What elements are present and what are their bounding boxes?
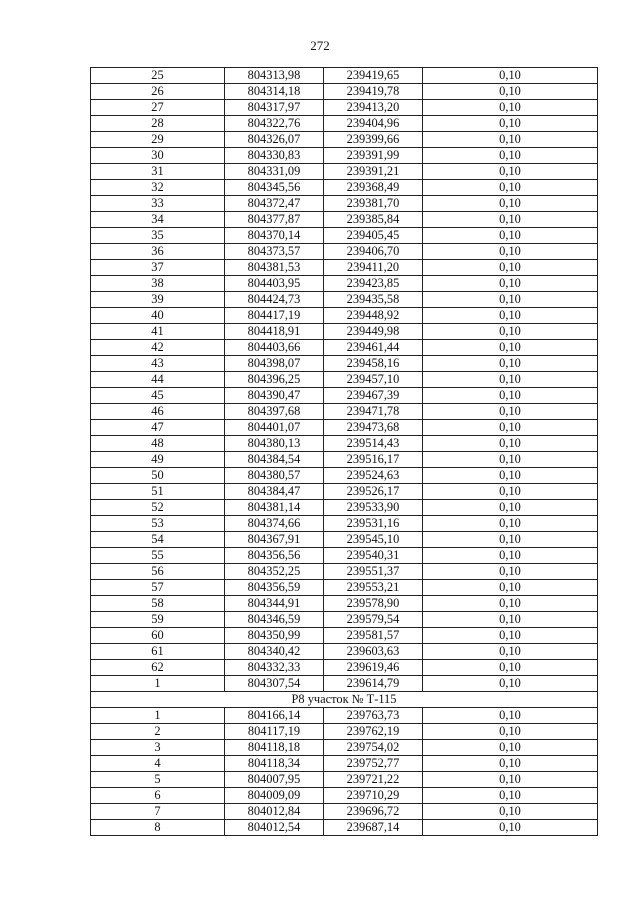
coordinates-table xyxy=(90,67,598,836)
value-cell: 0,10 xyxy=(423,164,598,180)
value-cell: 0,10 xyxy=(423,148,598,164)
value-cell: 0,10 xyxy=(423,788,598,804)
y-coordinate-cell: 239614,79 xyxy=(324,676,423,692)
table-row xyxy=(91,100,598,116)
value-cell: 0,10 xyxy=(423,612,598,628)
point-number-cell: 25 xyxy=(91,68,225,84)
x-coordinate-cell: 804374,66 xyxy=(225,516,324,532)
x-coordinate-cell: 804373,57 xyxy=(225,244,324,260)
value-cell: 0,10 xyxy=(423,500,598,516)
value-cell: 0,10 xyxy=(423,468,598,484)
y-coordinate-cell: 239603,63 xyxy=(324,644,423,660)
page-number: 272 xyxy=(310,38,330,53)
y-coordinate-cell: 239721,22 xyxy=(324,772,423,788)
y-coordinate-cell: 239385,84 xyxy=(324,212,423,228)
y-coordinate-cell: 239406,70 xyxy=(324,244,423,260)
x-coordinate-cell: 804401,07 xyxy=(225,420,324,436)
table-row xyxy=(91,340,598,356)
table-row xyxy=(91,628,598,644)
y-coordinate-cell: 239540,31 xyxy=(324,548,423,564)
value-cell: 0,10 xyxy=(423,580,598,596)
value-cell: 0,10 xyxy=(423,180,598,196)
point-number-cell: 5 xyxy=(91,772,225,788)
x-coordinate-cell: 804381,14 xyxy=(225,500,324,516)
table-row xyxy=(91,596,598,612)
x-coordinate-cell: 804117,19 xyxy=(225,724,324,740)
value-cell: 0,10 xyxy=(423,388,598,404)
x-coordinate-cell: 804344,91 xyxy=(225,596,324,612)
point-number-cell: 34 xyxy=(91,212,225,228)
point-number-cell: 59 xyxy=(91,612,225,628)
y-coordinate-cell: 239551,37 xyxy=(324,564,423,580)
table-row xyxy=(91,564,598,580)
point-number-cell: 36 xyxy=(91,244,225,260)
x-coordinate-cell: 804007,95 xyxy=(225,772,324,788)
x-coordinate-cell: 804166,14 xyxy=(225,708,324,724)
point-number-cell: 51 xyxy=(91,484,225,500)
table-row xyxy=(91,516,598,532)
y-coordinate-cell: 239533,90 xyxy=(324,500,423,516)
x-coordinate-cell: 804396,25 xyxy=(225,372,324,388)
point-number-cell: 2 xyxy=(91,724,225,740)
table-row xyxy=(91,292,598,308)
table-row xyxy=(91,212,598,228)
value-cell: 0,10 xyxy=(423,532,598,548)
table-row xyxy=(91,468,598,484)
y-coordinate-cell: 239514,43 xyxy=(324,436,423,452)
x-coordinate-cell: 804332,33 xyxy=(225,660,324,676)
x-coordinate-cell: 804418,91 xyxy=(225,324,324,340)
table-row xyxy=(91,388,598,404)
y-coordinate-cell: 239381,70 xyxy=(324,196,423,212)
x-coordinate-cell: 804118,34 xyxy=(225,756,324,772)
value-cell: 0,10 xyxy=(423,708,598,724)
value-cell: 0,10 xyxy=(423,68,598,84)
point-number-cell: 29 xyxy=(91,132,225,148)
point-number-cell: 46 xyxy=(91,404,225,420)
y-coordinate-cell: 239763,73 xyxy=(324,708,423,724)
table-row xyxy=(91,500,598,516)
value-cell: 0,10 xyxy=(423,436,598,452)
x-coordinate-cell: 804118,18 xyxy=(225,740,324,756)
y-coordinate-cell: 239524,63 xyxy=(324,468,423,484)
x-coordinate-cell: 804384,47 xyxy=(225,484,324,500)
y-coordinate-cell: 239457,10 xyxy=(324,372,423,388)
x-coordinate-cell: 804330,83 xyxy=(225,148,324,164)
x-coordinate-cell: 804346,59 xyxy=(225,612,324,628)
table-row xyxy=(91,644,598,660)
point-number-cell: 30 xyxy=(91,148,225,164)
x-coordinate-cell: 804012,54 xyxy=(225,820,324,836)
point-number-cell: 57 xyxy=(91,580,225,596)
value-cell: 0,10 xyxy=(423,292,598,308)
table-row xyxy=(91,132,598,148)
table-row xyxy=(91,580,598,596)
value-cell: 0,10 xyxy=(423,420,598,436)
x-coordinate-cell: 804372,47 xyxy=(225,196,324,212)
y-coordinate-cell: 239531,16 xyxy=(324,516,423,532)
y-coordinate-cell: 239687,14 xyxy=(324,820,423,836)
x-coordinate-cell: 804380,13 xyxy=(225,436,324,452)
point-number-cell: 8 xyxy=(91,820,225,836)
value-cell: 0,10 xyxy=(423,404,598,420)
point-number-cell: 61 xyxy=(91,644,225,660)
section-heading-row xyxy=(91,692,598,708)
x-coordinate-cell: 804381,53 xyxy=(225,260,324,276)
table-row xyxy=(91,436,598,452)
point-number-cell: 43 xyxy=(91,356,225,372)
table-row xyxy=(91,84,598,100)
x-coordinate-cell: 804352,25 xyxy=(225,564,324,580)
value-cell: 0,10 xyxy=(423,596,598,612)
point-number-cell: 35 xyxy=(91,228,225,244)
coordinates-table-body xyxy=(91,68,598,836)
y-coordinate-cell: 239435,58 xyxy=(324,292,423,308)
x-coordinate-cell: 804331,09 xyxy=(225,164,324,180)
point-number-cell: 56 xyxy=(91,564,225,580)
point-number-cell: 3 xyxy=(91,740,225,756)
table-row xyxy=(91,308,598,324)
y-coordinate-cell: 239461,44 xyxy=(324,340,423,356)
table-row xyxy=(91,244,598,260)
point-number-cell: 1 xyxy=(91,676,225,692)
y-coordinate-cell: 239405,45 xyxy=(324,228,423,244)
y-coordinate-cell: 239458,16 xyxy=(324,356,423,372)
value-cell: 0,10 xyxy=(423,756,598,772)
point-number-cell: 41 xyxy=(91,324,225,340)
y-coordinate-cell: 239578,90 xyxy=(324,596,423,612)
value-cell: 0,10 xyxy=(423,452,598,468)
value-cell: 0,10 xyxy=(423,724,598,740)
x-coordinate-cell: 804390,47 xyxy=(225,388,324,404)
y-coordinate-cell: 239391,21 xyxy=(324,164,423,180)
table-row xyxy=(91,420,598,436)
table-row xyxy=(91,116,598,132)
table-row xyxy=(91,452,598,468)
value-cell: 0,10 xyxy=(423,740,598,756)
y-coordinate-cell: 239449,98 xyxy=(324,324,423,340)
table-row xyxy=(91,820,598,836)
x-coordinate-cell: 804398,07 xyxy=(225,356,324,372)
x-coordinate-cell: 804313,98 xyxy=(225,68,324,84)
table-row xyxy=(91,548,598,564)
y-coordinate-cell: 239526,17 xyxy=(324,484,423,500)
x-coordinate-cell: 804340,42 xyxy=(225,644,324,660)
x-coordinate-cell: 804397,68 xyxy=(225,404,324,420)
point-number-cell: 62 xyxy=(91,660,225,676)
x-coordinate-cell: 804403,95 xyxy=(225,276,324,292)
value-cell: 0,10 xyxy=(423,628,598,644)
y-coordinate-cell: 239404,96 xyxy=(324,116,423,132)
table-row xyxy=(91,148,598,164)
value-cell: 0,10 xyxy=(423,516,598,532)
table-row xyxy=(91,372,598,388)
x-coordinate-cell: 804009,09 xyxy=(225,788,324,804)
x-coordinate-cell: 804356,59 xyxy=(225,580,324,596)
point-number-cell: 33 xyxy=(91,196,225,212)
value-cell: 0,10 xyxy=(423,820,598,836)
point-number-cell: 40 xyxy=(91,308,225,324)
point-number-cell: 32 xyxy=(91,180,225,196)
x-coordinate-cell: 804350,99 xyxy=(225,628,324,644)
y-coordinate-cell: 239471,78 xyxy=(324,404,423,420)
value-cell: 0,10 xyxy=(423,564,598,580)
value-cell: 0,10 xyxy=(423,644,598,660)
table-row xyxy=(91,804,598,820)
table-row xyxy=(91,676,598,692)
y-coordinate-cell: 239752,77 xyxy=(324,756,423,772)
y-coordinate-cell: 239473,68 xyxy=(324,420,423,436)
value-cell: 0,10 xyxy=(423,196,598,212)
y-coordinate-cell: 239545,10 xyxy=(324,532,423,548)
value-cell: 0,10 xyxy=(423,484,598,500)
table-row xyxy=(91,68,598,84)
value-cell: 0,10 xyxy=(423,212,598,228)
y-coordinate-cell: 239710,29 xyxy=(324,788,423,804)
point-number-cell: 55 xyxy=(91,548,225,564)
value-cell: 0,10 xyxy=(423,772,598,788)
table-row xyxy=(91,788,598,804)
value-cell: 0,10 xyxy=(423,116,598,132)
table-row xyxy=(91,260,598,276)
point-number-cell: 53 xyxy=(91,516,225,532)
y-coordinate-cell: 239619,46 xyxy=(324,660,423,676)
point-number-cell: 31 xyxy=(91,164,225,180)
point-number-cell: 7 xyxy=(91,804,225,820)
point-number-cell: 45 xyxy=(91,388,225,404)
y-coordinate-cell: 239419,65 xyxy=(324,68,423,84)
x-coordinate-cell: 804417,19 xyxy=(225,308,324,324)
y-coordinate-cell: 239553,21 xyxy=(324,580,423,596)
point-number-cell: 49 xyxy=(91,452,225,468)
point-number-cell: 38 xyxy=(91,276,225,292)
y-coordinate-cell: 239368,49 xyxy=(324,180,423,196)
x-coordinate-cell: 804345,56 xyxy=(225,180,324,196)
y-coordinate-cell: 239696,72 xyxy=(324,804,423,820)
value-cell: 0,10 xyxy=(423,100,598,116)
y-coordinate-cell: 239579,54 xyxy=(324,612,423,628)
x-coordinate-cell: 804380,57 xyxy=(225,468,324,484)
value-cell: 0,10 xyxy=(423,676,598,692)
x-coordinate-cell: 804322,76 xyxy=(225,116,324,132)
x-coordinate-cell: 804307,54 xyxy=(225,676,324,692)
value-cell: 0,10 xyxy=(423,244,598,260)
x-coordinate-cell: 804314,18 xyxy=(225,84,324,100)
point-number-cell: 44 xyxy=(91,372,225,388)
y-coordinate-cell: 239419,78 xyxy=(324,84,423,100)
table-row xyxy=(91,660,598,676)
y-coordinate-cell: 239581,57 xyxy=(324,628,423,644)
x-coordinate-cell: 804326,07 xyxy=(225,132,324,148)
point-number-cell: 6 xyxy=(91,788,225,804)
point-number-cell: 42 xyxy=(91,340,225,356)
x-coordinate-cell: 804356,56 xyxy=(225,548,324,564)
value-cell: 0,10 xyxy=(423,308,598,324)
table-row xyxy=(91,772,598,788)
value-cell: 0,10 xyxy=(423,276,598,292)
x-coordinate-cell: 804012,84 xyxy=(225,804,324,820)
table-row xyxy=(91,724,598,740)
point-number-cell: 60 xyxy=(91,628,225,644)
table-row xyxy=(91,740,598,756)
y-coordinate-cell: 239516,17 xyxy=(324,452,423,468)
point-number-cell: 52 xyxy=(91,500,225,516)
y-coordinate-cell: 239754,02 xyxy=(324,740,423,756)
point-number-cell: 39 xyxy=(91,292,225,308)
x-coordinate-cell: 804367,91 xyxy=(225,532,324,548)
table-row xyxy=(91,228,598,244)
y-coordinate-cell: 239762,19 xyxy=(324,724,423,740)
table-row xyxy=(91,612,598,628)
x-coordinate-cell: 804317,97 xyxy=(225,100,324,116)
value-cell: 0,10 xyxy=(423,260,598,276)
value-cell: 0,10 xyxy=(423,548,598,564)
table-row xyxy=(91,356,598,372)
point-number-cell: 50 xyxy=(91,468,225,484)
point-number-cell: 27 xyxy=(91,100,225,116)
x-coordinate-cell: 804403,66 xyxy=(225,340,324,356)
point-number-cell: 26 xyxy=(91,84,225,100)
x-coordinate-cell: 804370,14 xyxy=(225,228,324,244)
table-row xyxy=(91,276,598,292)
x-coordinate-cell: 804424,73 xyxy=(225,292,324,308)
value-cell: 0,10 xyxy=(423,340,598,356)
y-coordinate-cell: 239467,39 xyxy=(324,388,423,404)
y-coordinate-cell: 239399,66 xyxy=(324,132,423,148)
table-row xyxy=(91,708,598,724)
section-heading: Р8 участок № Т-115 xyxy=(91,692,598,708)
y-coordinate-cell: 239391,99 xyxy=(324,148,423,164)
point-number-cell: 4 xyxy=(91,756,225,772)
point-number-cell: 37 xyxy=(91,260,225,276)
table-row xyxy=(91,164,598,180)
table-row xyxy=(91,756,598,772)
value-cell: 0,10 xyxy=(423,660,598,676)
table-row xyxy=(91,532,598,548)
table-row xyxy=(91,484,598,500)
value-cell: 0,10 xyxy=(423,228,598,244)
y-coordinate-cell: 239413,20 xyxy=(324,100,423,116)
table-row xyxy=(91,196,598,212)
x-coordinate-cell: 804384,54 xyxy=(225,452,324,468)
value-cell: 0,10 xyxy=(423,372,598,388)
x-coordinate-cell: 804377,87 xyxy=(225,212,324,228)
y-coordinate-cell: 239423,85 xyxy=(324,276,423,292)
table-row xyxy=(91,404,598,420)
point-number-cell: 54 xyxy=(91,532,225,548)
value-cell: 0,10 xyxy=(423,356,598,372)
value-cell: 0,10 xyxy=(423,804,598,820)
point-number-cell: 28 xyxy=(91,116,225,132)
value-cell: 0,10 xyxy=(423,324,598,340)
value-cell: 0,10 xyxy=(423,132,598,148)
point-number-cell: 58 xyxy=(91,596,225,612)
value-cell: 0,10 xyxy=(423,84,598,100)
table-row xyxy=(91,324,598,340)
y-coordinate-cell: 239448,92 xyxy=(324,308,423,324)
point-number-cell: 47 xyxy=(91,420,225,436)
y-coordinate-cell: 239411,20 xyxy=(324,260,423,276)
point-number-cell: 1 xyxy=(91,708,225,724)
table-row xyxy=(91,180,598,196)
point-number-cell: 48 xyxy=(91,436,225,452)
